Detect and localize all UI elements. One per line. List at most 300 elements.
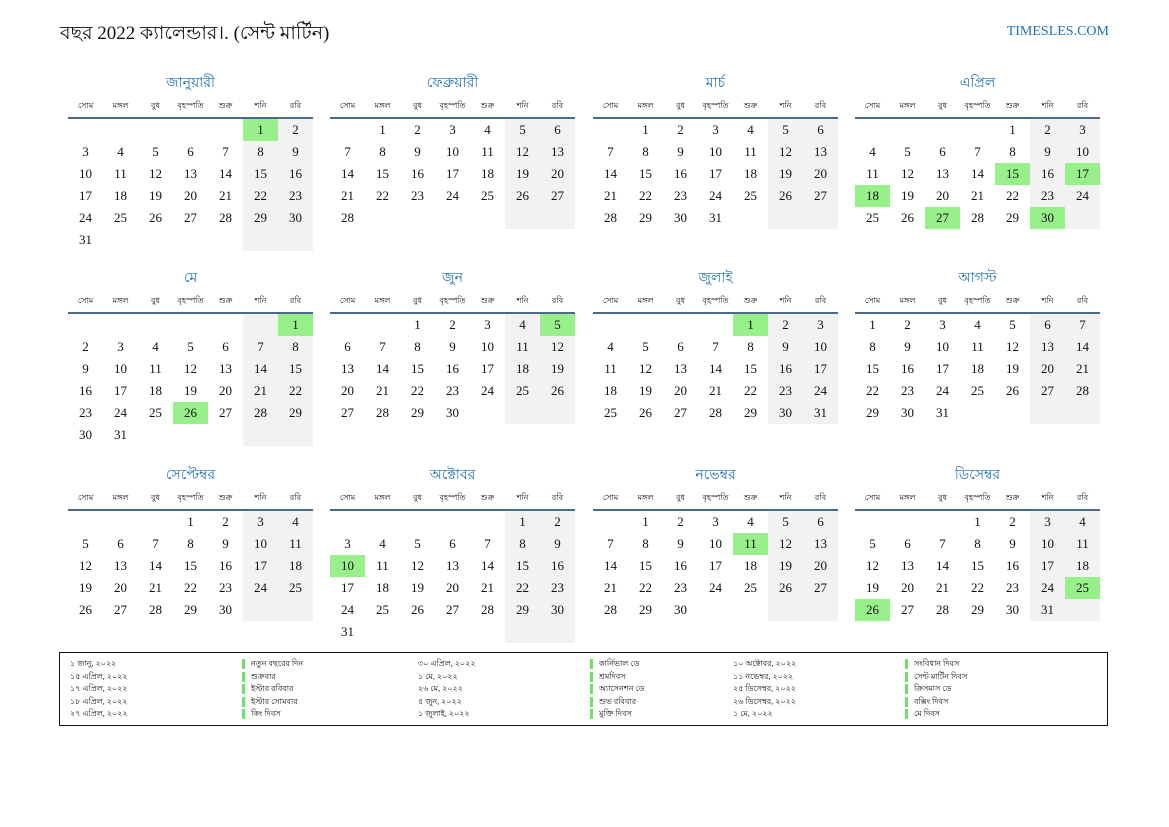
day-cell[interactable]: 21: [709, 383, 722, 398]
day-cell[interactable]: 29: [505, 599, 540, 621]
day-cell[interactable]: 6: [939, 144, 946, 159]
day-cell[interactable]: 4: [278, 511, 313, 533]
day-cell[interactable]: 20: [219, 383, 232, 398]
day-cell[interactable]: 9: [414, 144, 421, 159]
day-cell[interactable]: 24: [936, 383, 949, 398]
day-cell[interactable]: 9: [278, 141, 313, 163]
day-cell[interactable]: 8: [243, 141, 278, 163]
day-cell[interactable]: 3: [1065, 119, 1100, 141]
day-cell[interactable]: 31: [79, 232, 92, 247]
day-cell[interactable]: 3: [243, 511, 278, 533]
day-cell[interactable]: 13: [1030, 336, 1065, 358]
day-cell[interactable]: 9: [677, 144, 684, 159]
day-cell[interactable]: 2: [449, 317, 456, 332]
day-cell[interactable]: 28: [971, 210, 984, 225]
day-cell[interactable]: 13: [901, 558, 914, 573]
day-cell[interactable]: 14: [1065, 336, 1100, 358]
day-cell[interactable]: 4: [484, 122, 491, 137]
day-cell[interactable]: 15: [243, 163, 278, 185]
day-cell[interactable]: 16: [540, 555, 575, 577]
day-cell[interactable]: 18: [971, 361, 984, 376]
day-cell[interactable]: 24: [114, 405, 127, 420]
holiday-day-cell[interactable]: 30: [1030, 207, 1065, 229]
day-cell[interactable]: 11: [149, 361, 162, 376]
day-cell[interactable]: 10: [936, 339, 949, 354]
day-cell[interactable]: 26: [768, 185, 803, 207]
day-cell[interactable]: 8: [414, 339, 421, 354]
day-cell[interactable]: 19: [1006, 361, 1019, 376]
day-cell[interactable]: 22: [505, 577, 540, 599]
day-cell[interactable]: 12: [411, 558, 424, 573]
day-cell[interactable]: 5: [768, 511, 803, 533]
day-cell[interactable]: 28: [376, 405, 389, 420]
day-cell[interactable]: 5: [505, 119, 540, 141]
day-cell[interactable]: 15: [278, 358, 313, 380]
day-cell[interactable]: 11: [481, 144, 494, 159]
day-cell[interactable]: 1: [642, 514, 649, 529]
day-cell[interactable]: 24: [79, 210, 92, 225]
day-cell[interactable]: 25: [149, 405, 162, 420]
day-cell[interactable]: 26: [1006, 383, 1019, 398]
day-cell[interactable]: 10: [243, 533, 278, 555]
day-cell[interactable]: 4: [869, 144, 876, 159]
day-cell[interactable]: 25: [505, 380, 540, 402]
day-cell[interactable]: 13: [540, 141, 575, 163]
day-cell[interactable]: 21: [971, 188, 984, 203]
day-cell[interactable]: 31: [341, 624, 354, 639]
day-cell[interactable]: 1: [187, 514, 194, 529]
day-cell[interactable]: 25: [866, 210, 879, 225]
day-cell[interactable]: 19: [768, 163, 803, 185]
day-cell[interactable]: 20: [936, 188, 949, 203]
day-cell[interactable]: 13: [446, 558, 459, 573]
day-cell[interactable]: 19: [149, 188, 162, 203]
day-cell[interactable]: 30: [278, 207, 313, 229]
day-cell[interactable]: 16: [446, 361, 459, 376]
day-cell[interactable]: 25: [278, 577, 313, 599]
holiday-day-cell[interactable]: 11: [733, 533, 768, 555]
day-cell[interactable]: 20: [1030, 358, 1065, 380]
day-cell[interactable]: 16: [1006, 558, 1019, 573]
day-cell[interactable]: 12: [768, 533, 803, 555]
day-cell[interactable]: 12: [184, 361, 197, 376]
day-cell[interactable]: 29: [184, 602, 197, 617]
holiday-day-cell[interactable]: 1: [733, 314, 768, 336]
day-cell[interactable]: 16: [768, 358, 803, 380]
day-cell[interactable]: 14: [709, 361, 722, 376]
site-link[interactable]: TIMESLES.COM: [1006, 24, 1109, 39]
day-cell[interactable]: 31: [803, 402, 838, 424]
day-cell[interactable]: 22: [639, 188, 652, 203]
day-cell[interactable]: 13: [803, 141, 838, 163]
day-cell[interactable]: 3: [449, 122, 456, 137]
day-cell[interactable]: 27: [803, 185, 838, 207]
day-cell[interactable]: 6: [904, 536, 911, 551]
day-cell[interactable]: 6: [677, 339, 684, 354]
day-cell[interactable]: 28: [604, 210, 617, 225]
day-cell[interactable]: 16: [674, 166, 687, 181]
day-cell[interactable]: 4: [607, 339, 614, 354]
day-cell[interactable]: 20: [446, 580, 459, 595]
day-cell[interactable]: 6: [540, 119, 575, 141]
day-cell[interactable]: 23: [540, 577, 575, 599]
day-cell[interactable]: 15: [639, 166, 652, 181]
day-cell[interactable]: 18: [376, 580, 389, 595]
day-cell[interactable]: 25: [744, 580, 757, 595]
holiday-day-cell[interactable]: 1: [278, 314, 313, 336]
day-cell[interactable]: 28: [219, 210, 232, 225]
day-cell[interactable]: 1: [505, 511, 540, 533]
day-cell[interactable]: 4: [974, 317, 981, 332]
day-cell[interactable]: 7: [607, 144, 614, 159]
day-cell[interactable]: 19: [79, 580, 92, 595]
day-cell[interactable]: 10: [803, 336, 838, 358]
day-cell[interactable]: 10: [114, 361, 127, 376]
day-cell[interactable]: 9: [1009, 536, 1016, 551]
day-cell[interactable]: 11: [376, 558, 389, 573]
day-cell[interactable]: 9: [904, 339, 911, 354]
day-cell[interactable]: 1: [414, 317, 421, 332]
day-cell[interactable]: 16: [278, 163, 313, 185]
day-cell[interactable]: 21: [243, 380, 278, 402]
day-cell[interactable]: 10: [1065, 141, 1100, 163]
day-cell[interactable]: 22: [376, 188, 389, 203]
day-cell[interactable]: 7: [1065, 314, 1100, 336]
day-cell[interactable]: 20: [540, 163, 575, 185]
day-cell[interactable]: 17: [709, 558, 722, 573]
day-cell[interactable]: 30: [446, 405, 459, 420]
day-cell[interactable]: 23: [901, 383, 914, 398]
day-cell[interactable]: 14: [341, 166, 354, 181]
day-cell[interactable]: 21: [936, 580, 949, 595]
day-cell[interactable]: 3: [803, 314, 838, 336]
day-cell[interactable]: 7: [243, 336, 278, 358]
day-cell[interactable]: 10: [481, 339, 494, 354]
day-cell[interactable]: 20: [341, 383, 354, 398]
day-cell[interactable]: 3: [82, 144, 89, 159]
day-cell[interactable]: 16: [219, 558, 232, 573]
day-cell[interactable]: 27: [674, 405, 687, 420]
day-cell[interactable]: 25: [604, 405, 617, 420]
day-cell[interactable]: 29: [243, 207, 278, 229]
day-cell[interactable]: 7: [222, 144, 229, 159]
day-cell[interactable]: 26: [149, 210, 162, 225]
day-cell[interactable]: 17: [803, 358, 838, 380]
day-cell[interactable]: 14: [376, 361, 389, 376]
day-cell[interactable]: 10: [446, 144, 459, 159]
day-cell[interactable]: 12: [768, 141, 803, 163]
day-cell[interactable]: 27: [219, 405, 232, 420]
day-cell[interactable]: 5: [768, 119, 803, 141]
day-cell[interactable]: 4: [117, 144, 124, 159]
day-cell[interactable]: 23: [411, 188, 424, 203]
day-cell[interactable]: 8: [642, 144, 649, 159]
day-cell[interactable]: 20: [803, 163, 838, 185]
day-cell[interactable]: 29: [639, 210, 652, 225]
day-cell[interactable]: 4: [747, 514, 754, 529]
day-cell[interactable]: 26: [901, 210, 914, 225]
day-cell[interactable]: 5: [187, 339, 194, 354]
day-cell[interactable]: 8: [869, 339, 876, 354]
day-cell[interactable]: 30: [1006, 602, 1019, 617]
day-cell[interactable]: 7: [712, 339, 719, 354]
day-cell[interactable]: 3: [484, 317, 491, 332]
day-cell[interactable]: 1: [869, 317, 876, 332]
day-cell[interactable]: 26: [411, 602, 424, 617]
day-cell[interactable]: 13: [114, 558, 127, 573]
day-cell[interactable]: 14: [149, 558, 162, 573]
day-cell[interactable]: 13: [184, 166, 197, 181]
day-cell[interactable]: 12: [149, 166, 162, 181]
day-cell[interactable]: 24: [1030, 577, 1065, 599]
day-cell[interactable]: 16: [901, 361, 914, 376]
day-cell[interactable]: 12: [1006, 339, 1019, 354]
day-cell[interactable]: 20: [184, 188, 197, 203]
day-cell[interactable]: 2: [278, 119, 313, 141]
day-cell[interactable]: 29: [866, 405, 879, 420]
day-cell[interactable]: 15: [971, 558, 984, 573]
day-cell[interactable]: 6: [117, 536, 124, 551]
day-cell[interactable]: 22: [866, 383, 879, 398]
day-cell[interactable]: 18: [1065, 555, 1100, 577]
day-cell[interactable]: 18: [149, 383, 162, 398]
day-cell[interactable]: 17: [79, 188, 92, 203]
day-cell[interactable]: 22: [744, 383, 757, 398]
day-cell[interactable]: 24: [446, 188, 459, 203]
day-cell[interactable]: 18: [604, 383, 617, 398]
day-cell[interactable]: 6: [222, 339, 229, 354]
day-cell[interactable]: 11: [866, 166, 879, 181]
day-cell[interactable]: 27: [803, 577, 838, 599]
day-cell[interactable]: 10: [709, 536, 722, 551]
day-cell[interactable]: 2: [677, 122, 684, 137]
day-cell[interactable]: 22: [278, 380, 313, 402]
day-cell[interactable]: 14: [604, 558, 617, 573]
day-cell[interactable]: 12: [79, 558, 92, 573]
day-cell[interactable]: 29: [1006, 210, 1019, 225]
day-cell[interactable]: 20: [901, 580, 914, 595]
day-cell[interactable]: 21: [604, 188, 617, 203]
day-cell[interactable]: 17: [481, 361, 494, 376]
day-cell[interactable]: 19: [768, 555, 803, 577]
day-cell[interactable]: 24: [709, 188, 722, 203]
day-cell[interactable]: 9: [449, 339, 456, 354]
day-cell[interactable]: 2: [677, 514, 684, 529]
day-cell[interactable]: 19: [411, 580, 424, 595]
day-cell[interactable]: 12: [901, 166, 914, 181]
day-cell[interactable]: 28: [149, 602, 162, 617]
day-cell[interactable]: 2: [540, 511, 575, 533]
day-cell[interactable]: 22: [184, 580, 197, 595]
day-cell[interactable]: 15: [184, 558, 197, 573]
day-cell[interactable]: 15: [376, 166, 389, 181]
day-cell[interactable]: 5: [1009, 317, 1016, 332]
holiday-day-cell[interactable]: 1: [243, 119, 278, 141]
day-cell[interactable]: 11: [114, 166, 127, 181]
day-cell[interactable]: 2: [768, 314, 803, 336]
day-cell[interactable]: 8: [974, 536, 981, 551]
day-cell[interactable]: 28: [936, 602, 949, 617]
day-cell[interactable]: 21: [341, 188, 354, 203]
day-cell[interactable]: 11: [505, 336, 540, 358]
day-cell[interactable]: 11: [971, 339, 984, 354]
day-cell[interactable]: 6: [344, 339, 351, 354]
day-cell[interactable]: 8: [187, 536, 194, 551]
day-cell[interactable]: 2: [1030, 119, 1065, 141]
day-cell[interactable]: 5: [82, 536, 89, 551]
day-cell[interactable]: 7: [152, 536, 159, 551]
day-cell[interactable]: 8: [278, 336, 313, 358]
day-cell[interactable]: 2: [1009, 514, 1016, 529]
day-cell[interactable]: 30: [901, 405, 914, 420]
day-cell[interactable]: 3: [344, 536, 351, 551]
day-cell[interactable]: 19: [901, 188, 914, 203]
day-cell[interactable]: 7: [379, 339, 386, 354]
day-cell[interactable]: 23: [1030, 185, 1065, 207]
day-cell[interactable]: 12: [866, 558, 879, 573]
day-cell[interactable]: 9: [540, 533, 575, 555]
day-cell[interactable]: 18: [744, 166, 757, 181]
holiday-day-cell[interactable]: 18: [855, 185, 890, 207]
day-cell[interactable]: 5: [152, 144, 159, 159]
day-cell[interactable]: 7: [974, 144, 981, 159]
holiday-day-cell[interactable]: 25: [1065, 577, 1100, 599]
day-cell[interactable]: 2: [414, 122, 421, 137]
holiday-day-cell[interactable]: 26: [173, 402, 208, 424]
day-cell[interactable]: 15: [744, 361, 757, 376]
day-cell[interactable]: 14: [604, 166, 617, 181]
day-cell[interactable]: 23: [278, 185, 313, 207]
day-cell[interactable]: 16: [411, 166, 424, 181]
day-cell[interactable]: 17: [936, 361, 949, 376]
day-cell[interactable]: 15: [411, 361, 424, 376]
day-cell[interactable]: 15: [505, 555, 540, 577]
day-cell[interactable]: 27: [114, 602, 127, 617]
day-cell[interactable]: 30: [674, 602, 687, 617]
day-cell[interactable]: 10: [1030, 533, 1065, 555]
day-cell[interactable]: 21: [604, 580, 617, 595]
holiday-day-cell[interactable]: 26: [855, 599, 890, 621]
day-cell[interactable]: 27: [446, 602, 459, 617]
day-cell[interactable]: 21: [481, 580, 494, 595]
day-cell[interactable]: 14: [243, 358, 278, 380]
day-cell[interactable]: 6: [803, 511, 838, 533]
day-cell[interactable]: 31: [1030, 599, 1065, 621]
day-cell[interactable]: 30: [79, 427, 92, 442]
day-cell[interactable]: 7: [484, 536, 491, 551]
day-cell[interactable]: 1: [1009, 122, 1016, 137]
day-cell[interactable]: 21: [376, 383, 389, 398]
day-cell[interactable]: 4: [379, 536, 386, 551]
day-cell[interactable]: 29: [744, 405, 757, 420]
day-cell[interactable]: 24: [1065, 185, 1100, 207]
day-cell[interactable]: 19: [639, 383, 652, 398]
day-cell[interactable]: 23: [79, 405, 92, 420]
day-cell[interactable]: 24: [803, 380, 838, 402]
day-cell[interactable]: 27: [540, 185, 575, 207]
day-cell[interactable]: 19: [866, 580, 879, 595]
day-cell[interactable]: 8: [642, 536, 649, 551]
day-cell[interactable]: 25: [114, 210, 127, 225]
day-cell[interactable]: 14: [971, 166, 984, 181]
day-cell[interactable]: 23: [1006, 580, 1019, 595]
day-cell[interactable]: 2: [904, 317, 911, 332]
day-cell[interactable]: 20: [803, 555, 838, 577]
day-cell[interactable]: 30: [540, 599, 575, 621]
holiday-day-cell[interactable]: 17: [1065, 163, 1100, 185]
day-cell[interactable]: 31: [114, 427, 127, 442]
day-cell[interactable]: 7: [344, 144, 351, 159]
day-cell[interactable]: 30: [219, 602, 232, 617]
day-cell[interactable]: 24: [709, 580, 722, 595]
day-cell[interactable]: 26: [639, 405, 652, 420]
day-cell[interactable]: 3: [939, 317, 946, 332]
day-cell[interactable]: 25: [481, 188, 494, 203]
day-cell[interactable]: 27: [341, 405, 354, 420]
day-cell[interactable]: 5: [642, 339, 649, 354]
day-cell[interactable]: 19: [184, 383, 197, 398]
day-cell[interactable]: 17: [709, 166, 722, 181]
day-cell[interactable]: 25: [971, 383, 984, 398]
day-cell[interactable]: 18: [114, 188, 127, 203]
day-cell[interactable]: 13: [936, 166, 949, 181]
day-cell[interactable]: 12: [540, 336, 575, 358]
day-cell[interactable]: 31: [709, 210, 722, 225]
day-cell[interactable]: 10: [709, 144, 722, 159]
day-cell[interactable]: 26: [540, 380, 575, 402]
day-cell[interactable]: 26: [79, 602, 92, 617]
day-cell[interactable]: 28: [481, 602, 494, 617]
day-cell[interactable]: 30: [768, 402, 803, 424]
day-cell[interactable]: 28: [604, 602, 617, 617]
day-cell[interactable]: 8: [505, 533, 540, 555]
day-cell[interactable]: 18: [481, 166, 494, 181]
day-cell[interactable]: 6: [187, 144, 194, 159]
day-cell[interactable]: 9: [768, 336, 803, 358]
day-cell[interactable]: 9: [82, 361, 89, 376]
day-cell[interactable]: 20: [114, 580, 127, 595]
day-cell[interactable]: 22: [971, 580, 984, 595]
day-cell[interactable]: 5: [869, 536, 876, 551]
day-cell[interactable]: 23: [219, 580, 232, 595]
day-cell[interactable]: 14: [219, 166, 232, 181]
day-cell[interactable]: 8: [379, 144, 386, 159]
holiday-day-cell[interactable]: 15: [995, 163, 1030, 185]
day-cell[interactable]: 13: [219, 361, 232, 376]
day-cell[interactable]: 1: [974, 514, 981, 529]
day-cell[interactable]: 11: [604, 361, 617, 376]
day-cell[interactable]: 19: [540, 358, 575, 380]
day-cell[interactable]: 29: [278, 402, 313, 424]
day-cell[interactable]: 28: [1065, 380, 1100, 402]
day-cell[interactable]: 3: [1030, 511, 1065, 533]
day-cell[interactable]: 7: [939, 536, 946, 551]
day-cell[interactable]: 17: [114, 383, 127, 398]
day-cell[interactable]: 1: [379, 122, 386, 137]
day-cell[interactable]: 2: [222, 514, 229, 529]
day-cell[interactable]: 29: [411, 405, 424, 420]
day-cell[interactable]: 27: [1030, 380, 1065, 402]
day-cell[interactable]: 11: [1065, 533, 1100, 555]
day-cell[interactable]: 20: [674, 383, 687, 398]
day-cell[interactable]: 29: [971, 602, 984, 617]
day-cell[interactable]: 26: [505, 185, 540, 207]
day-cell[interactable]: 28: [341, 210, 354, 225]
day-cell[interactable]: 24: [341, 602, 354, 617]
day-cell[interactable]: 12: [639, 361, 652, 376]
day-cell[interactable]: 4: [1065, 511, 1100, 533]
day-cell[interactable]: 6: [1030, 314, 1065, 336]
